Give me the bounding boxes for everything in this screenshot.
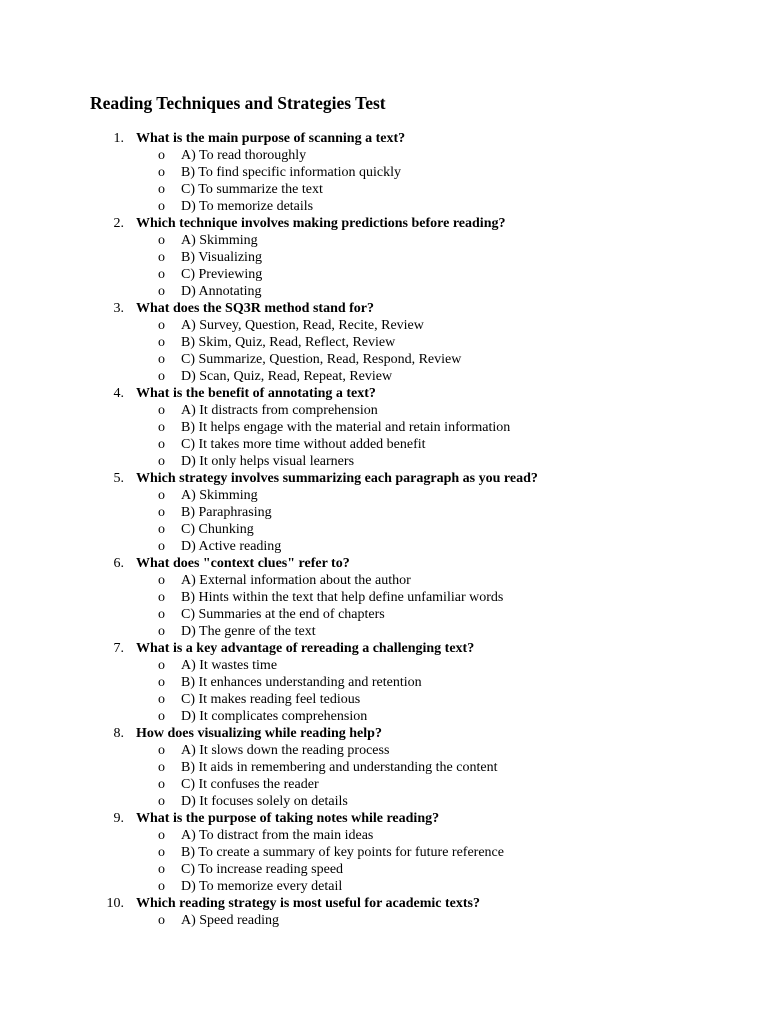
bullet-icon: o (158, 369, 165, 384)
answer-option-text: D) Active reading (181, 539, 282, 554)
answer-option (0, 912, 768, 929)
bullet-icon: o (158, 284, 165, 299)
answer-option (0, 759, 768, 776)
bullet-icon: o (158, 352, 165, 367)
bullet-icon: o (158, 233, 165, 248)
answer-option-text: A) Skimming (181, 488, 258, 503)
answer-option (0, 436, 768, 453)
answer-option-text: A) External information about the author (181, 573, 411, 588)
answer-option (0, 504, 768, 521)
answer-option (0, 487, 768, 504)
answer-option (0, 334, 768, 351)
answer-option-text: C) To summarize the text (181, 182, 323, 197)
bullet-icon: o (158, 692, 165, 707)
answer-option-text: D) It focuses solely on details (181, 794, 348, 809)
answer-option-text: B) To create a summary of key points for future reference (181, 845, 504, 860)
answer-option-text: D) Scan, Quiz, Read, Repeat, Review (181, 369, 393, 384)
answer-option-text: C) Chunking (181, 522, 254, 537)
answer-option (0, 402, 768, 419)
answer-option (0, 742, 768, 759)
page-title: Reading Techniques and Strategies Test (90, 93, 386, 113)
answer-option-text: A) It wastes time (181, 658, 278, 673)
bullet-icon: o (158, 267, 165, 282)
answer-option-text: C) It confuses the reader (181, 777, 319, 792)
answer-option-text: B) Visualizing (181, 250, 262, 265)
answer-option-text: D) To memorize details (181, 199, 314, 214)
answer-option-text: B) It aids in remembering and understanding the content (181, 760, 498, 775)
answer-option-text: B) To find specific information quickly (181, 165, 401, 180)
answer-option (0, 249, 768, 266)
bullet-icon: o (158, 148, 165, 163)
bullet-icon: o (158, 675, 165, 690)
bullet-icon: o (158, 437, 165, 452)
bullet-icon: o (158, 250, 165, 265)
question-text: Which reading strategy is most useful for academic texts? (136, 896, 480, 911)
answer-option-text: C) Summaries at the end of chapters (181, 607, 385, 622)
bullet-icon: o (158, 573, 165, 588)
question-item (0, 470, 768, 487)
answer-option (0, 368, 768, 385)
bullet-icon: o (158, 777, 165, 792)
answer-option-text: A) To distract from the main ideas (181, 828, 374, 843)
answer-option (0, 793, 768, 810)
answer-option-text: D) It only helps visual learners (181, 454, 355, 469)
answer-option-text: A) Survey, Question, Read, Recite, Review (181, 318, 424, 333)
question-number: 5. (113, 471, 124, 486)
answer-option-text: D) The genre of the text (181, 624, 316, 639)
answer-option (0, 878, 768, 895)
answer-option (0, 589, 768, 606)
question-text: What is the purpose of taking notes while reading? (136, 811, 440, 826)
question-item (0, 895, 768, 912)
answer-option-text: C) Summarize, Question, Read, Respond, Review (181, 352, 462, 367)
answer-option (0, 606, 768, 623)
bullet-icon: o (158, 658, 165, 673)
bullet-icon: o (158, 624, 165, 639)
question-item (0, 640, 768, 657)
bullet-icon: o (158, 505, 165, 520)
answer-option (0, 351, 768, 368)
answer-option-text: C) It takes more time without added benefit (181, 437, 426, 452)
question-text: What is the benefit of annotating a text? (136, 386, 376, 401)
answer-option (0, 691, 768, 708)
answer-option (0, 181, 768, 198)
bullet-icon: o (158, 318, 165, 333)
answer-option (0, 317, 768, 334)
bullet-icon: o (158, 760, 165, 775)
answer-option (0, 147, 768, 164)
question-text: Which strategy involves summarizing each paragraph as you read? (136, 471, 538, 486)
answer-option-text: B) It enhances understanding and retention (181, 675, 422, 690)
bullet-icon: o (158, 403, 165, 418)
answer-option (0, 521, 768, 538)
answer-option-text: B) Skim, Quiz, Read, Reflect, Review (181, 335, 396, 350)
answer-option-text: C) Previewing (181, 267, 263, 282)
question-number: 7. (113, 641, 124, 656)
question-item (0, 300, 768, 317)
answer-option (0, 861, 768, 878)
answer-option (0, 708, 768, 725)
question-text: How does visualizing while reading help? (136, 726, 382, 741)
bullet-icon: o (158, 709, 165, 724)
answer-option-text: A) Speed reading (181, 913, 279, 928)
answer-option (0, 538, 768, 555)
bullet-icon: o (158, 828, 165, 843)
question-list (0, 130, 768, 929)
bullet-icon: o (158, 845, 165, 860)
question-item (0, 215, 768, 232)
question-item (0, 130, 768, 147)
question-item (0, 555, 768, 572)
bullet-icon: o (158, 165, 165, 180)
question-text: What does the SQ3R method stand for? (136, 301, 375, 316)
answer-option-text: B) Paraphrasing (181, 505, 272, 520)
answer-option (0, 453, 768, 470)
answer-option (0, 572, 768, 589)
answer-option (0, 776, 768, 793)
answer-option-text: C) It makes reading feel tedious (181, 692, 361, 707)
answer-option-text: D) Annotating (181, 284, 262, 299)
bullet-icon: o (158, 607, 165, 622)
answer-option (0, 674, 768, 691)
bullet-icon: o (158, 199, 165, 214)
answer-option (0, 164, 768, 181)
question-text: Which technique involves making predictions before reading? (136, 216, 506, 231)
question-number: 10. (106, 896, 124, 911)
answer-option-text: A) To read thoroughly (181, 148, 307, 163)
question-text: What is the main purpose of scanning a text? (136, 131, 406, 146)
bullet-icon: o (158, 862, 165, 877)
answer-option (0, 198, 768, 215)
question-number: 8. (113, 726, 124, 741)
answer-option-text: B) It helps engage with the material and retain information (181, 420, 511, 435)
bullet-icon: o (158, 335, 165, 350)
answer-option-text: A) Skimming (181, 233, 258, 248)
answer-option-text: D) It complicates comprehension (181, 709, 368, 724)
answer-option (0, 827, 768, 844)
bullet-icon: o (158, 743, 165, 758)
question-text: What does "context clues" refer to? (136, 556, 350, 571)
question-number: 4. (113, 386, 124, 401)
bullet-icon: o (158, 539, 165, 554)
answer-option-text: D) To memorize every detail (181, 879, 343, 894)
bullet-icon: o (158, 913, 165, 928)
question-number: 3. (113, 301, 124, 316)
answer-option-text: A) It distracts from comprehension (181, 403, 378, 418)
bullet-icon: o (158, 794, 165, 809)
question-text: What is a key advantage of rereading a challenging text? (136, 641, 475, 656)
answer-option (0, 266, 768, 283)
question-number: 2. (113, 216, 124, 231)
bullet-icon: o (158, 522, 165, 537)
question-number: 9. (113, 811, 124, 826)
question-number: 6. (113, 556, 124, 571)
answer-option (0, 283, 768, 300)
bullet-icon: o (158, 879, 165, 894)
bullet-icon: o (158, 454, 165, 469)
answer-option (0, 232, 768, 249)
answer-option-text: A) It slows down the reading process (181, 743, 390, 758)
question-item (0, 725, 768, 742)
answer-option (0, 657, 768, 674)
bullet-icon: o (158, 590, 165, 605)
bullet-icon: o (158, 488, 165, 503)
question-item (0, 385, 768, 402)
answer-option (0, 419, 768, 436)
answer-option-text: C) To increase reading speed (181, 862, 344, 877)
bullet-icon: o (158, 420, 165, 435)
question-number: 1. (113, 131, 124, 146)
answer-option (0, 623, 768, 640)
question-item (0, 810, 768, 827)
answer-option-text: B) Hints within the text that help define unfamiliar words (181, 590, 504, 605)
answer-option (0, 844, 768, 861)
bullet-icon: o (158, 182, 165, 197)
